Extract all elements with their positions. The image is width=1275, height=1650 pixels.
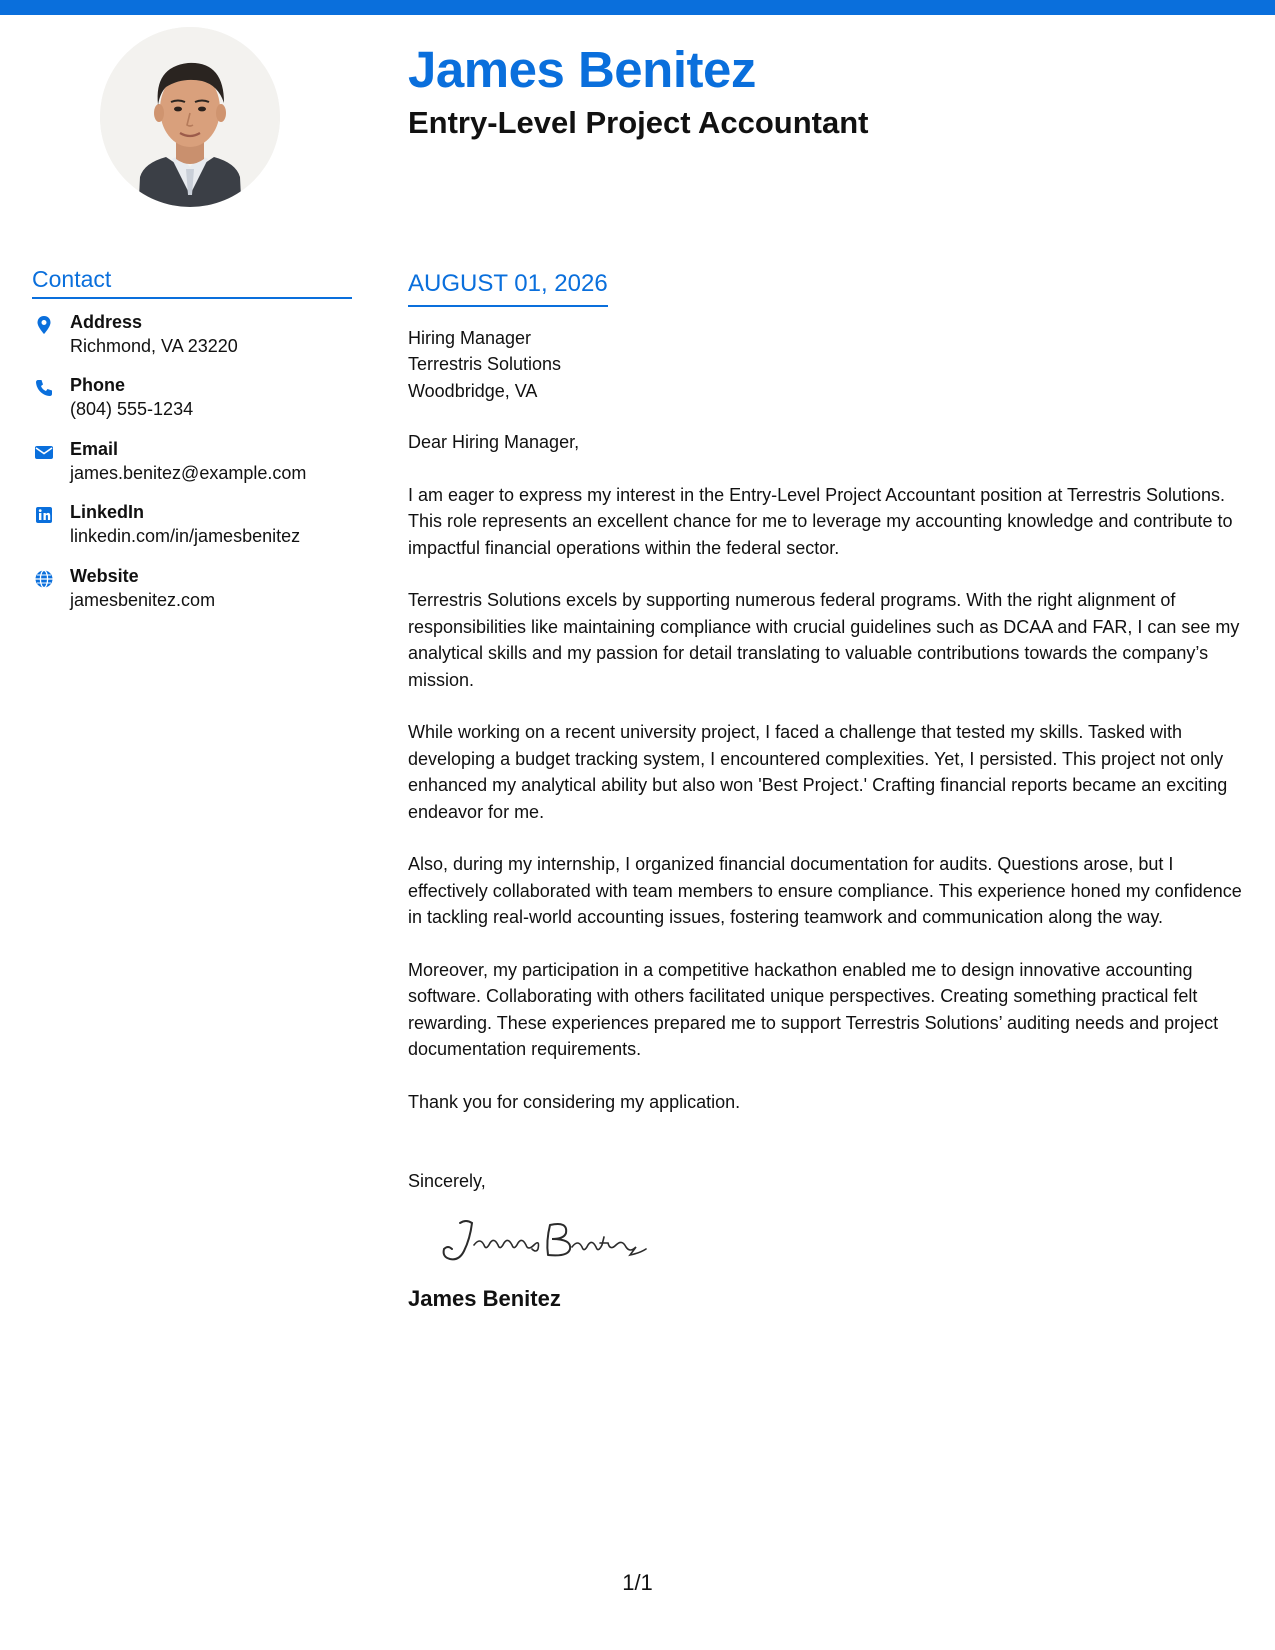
contact-heading: Contact: [32, 266, 352, 299]
salutation: Dear Hiring Manager,: [408, 432, 580, 453]
top-accent-bar: [0, 0, 1275, 15]
candidate-title: Entry-Level Project Accountant: [408, 105, 869, 140]
letter-paragraph: Thank you for considering my application.: [408, 1091, 741, 1112]
contact-list: [32, 311, 352, 629]
recipient-line: Woodbridge, VA: [408, 380, 538, 401]
candidate-name: James Benitez: [408, 41, 756, 98]
contact-value-address: Richmond, VA 23220: [70, 335, 238, 356]
letter-body: [408, 270, 1258, 1313]
contact-label-phone: Phone: [70, 375, 126, 396]
contact-value-email: james.benitez@example.com: [70, 462, 307, 483]
contact-value-linkedin: linkedin.com/in/jamesbenitez: [70, 526, 301, 547]
contact-sidebar: [32, 266, 352, 628]
linkedin-icon: [34, 505, 54, 525]
letter-paragraph: I am eager to express my interest in the Entry-Level Project Accountant position at Terrestris Solutions. This role represents an excellent chance for me to leverage my accounting knowledge and contribute to impactful financial operations within the federal sector.: [408, 484, 1233, 558]
globe-icon: [34, 569, 54, 589]
contact-item-phone: [32, 374, 352, 438]
letter-paragraph: Also, during my internship, I organized financial documentation for audits. Questions arose, but I effectively collaborated with team members to ensure compliance. This experience honed my confidence in tackling real-world accounting issues, fostering teamwork and communication along the way.: [408, 854, 1242, 928]
closing: Sincerely,: [408, 1171, 486, 1192]
location-pin-icon: [34, 315, 54, 335]
contact-label-email: Email: [70, 438, 119, 459]
email-icon: [34, 442, 54, 462]
contact-label-linkedin: LinkedIn: [70, 502, 145, 523]
handwritten-signature: [426, 1215, 656, 1267]
contact-value-website: jamesbenitez.com: [70, 589, 216, 610]
recipient-line: Terrestris Solutions: [408, 354, 562, 375]
contact-value-phone: (804) 555-1234: [70, 399, 194, 420]
letter-paragraph: Terrestris Solutions excels by supporting numerous federal programs. With the right alignment of responsibilities like maintaining compliance with crucial guidelines such as DCAA and FAR, I can see my analytical skills and my passion for detail translating to valuable contributions towards the company’s mission.: [408, 590, 1240, 690]
contact-label-website: Website: [70, 565, 139, 586]
recipient-line: Hiring Manager: [408, 327, 532, 348]
letter-paragraph: While working on a recent university project, I faced a challenge that tested my skills. Tasked with developing a budget tracking system, I encountered complexities. Yet, I persisted. This project not only enhanced my analytical ability but also won 'Best Project.' Crafting financial reports became an exciting endeavor for me.: [408, 722, 1228, 822]
signed-name: James Benitez: [408, 1285, 561, 1311]
page-number: 1/1: [622, 1570, 653, 1595]
profile-photo: [100, 27, 280, 207]
contact-item-website: [32, 565, 352, 629]
letter-date: AUGUST 01, 2026: [408, 270, 608, 307]
letter-paragraph: Moreover, my participation in a competitive hackathon enabled me to design innovative accounting software. Collaborating with others facilitated unique perspectives. Creating something practical felt rewarding. These experiences prepared me to support Terrestris Solutions’ auditing needs and project documentation requirements.: [408, 959, 1219, 1060]
contact-item-email: [32, 438, 352, 502]
phone-icon: [34, 378, 54, 398]
recipient-block: [408, 325, 1258, 405]
contact-label-address: Address: [70, 311, 143, 332]
contact-item-linkedin: [32, 501, 352, 565]
contact-item-address: [32, 311, 352, 375]
